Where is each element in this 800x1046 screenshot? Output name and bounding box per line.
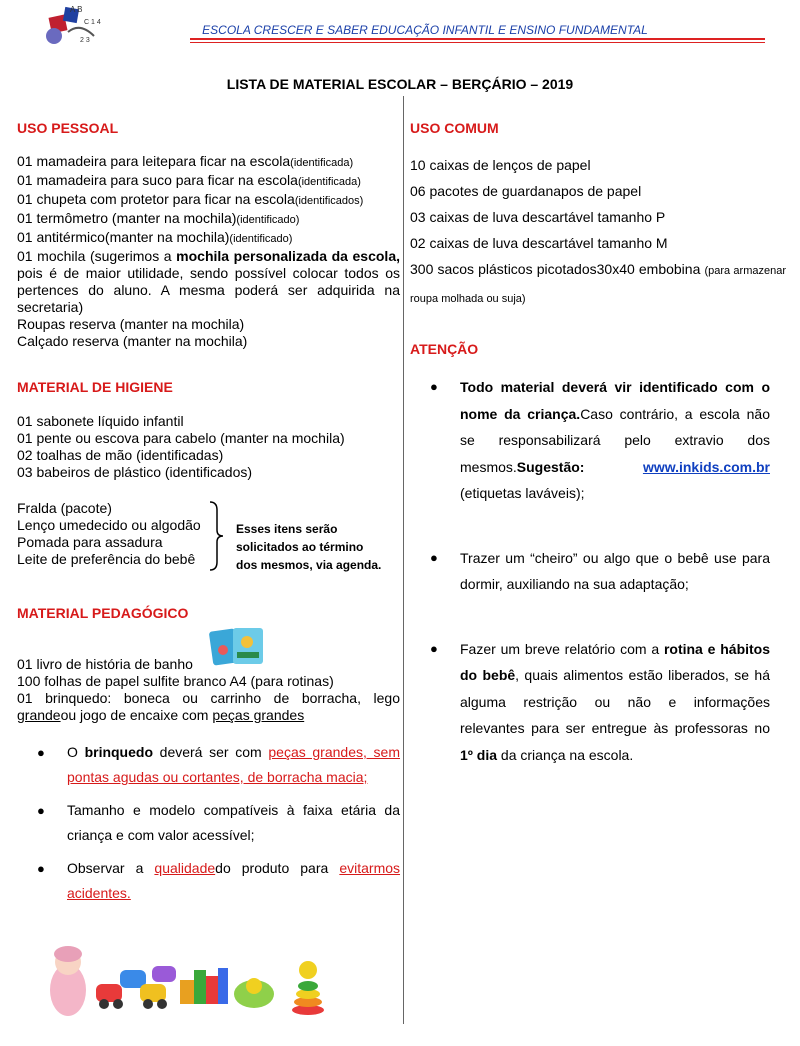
list-item: 10 caixas de lenços de papel	[410, 157, 591, 173]
list-item: 02 caixas de luva descartável tamanho M	[410, 235, 668, 251]
list-item: Calçado reserva (manter na mochila)	[17, 333, 248, 349]
list-item: 01 chupeta com protetor para ficar na escola(identificados)	[17, 191, 364, 207]
list-item: 01 termômetro (manter na mochila)(identificado)	[17, 210, 300, 226]
list-item: 01 mamadeira para leitepara ficar na escola(identificada)	[17, 153, 354, 169]
header-rule	[190, 38, 765, 40]
bullet-icon: ●	[430, 549, 438, 565]
bullet-icon: ●	[37, 745, 45, 760]
bracket-note	[236, 520, 381, 574]
school-name: ESCOLA CRESCER E SABER EDUCAÇÃO INFANTIL E ENSINO FUNDAMENTAL	[202, 23, 648, 37]
list-item: 01 pente ou escova para cabelo (manter na mochila)	[17, 430, 345, 446]
bullet-icon: ●	[430, 640, 438, 656]
bullet-item: ● Trazer um “cheiro” ou algo que o bebê use para dormir, auxiliando na sua adaptação;	[430, 545, 770, 598]
brinquedo-item: 01 brinquedo: boneca ou carrinho de borracha, lego grandeou jogo de encaixe com peças grandes	[17, 690, 400, 723]
inkids-link[interactable]: www.inkids.com.br	[642, 458, 770, 475]
heading-atencao: ATENÇÃO	[410, 341, 479, 357]
list-item: Roupas reserva (manter na mochila)	[17, 316, 245, 332]
bullet-item: ● Fazer um breve relatório com a rotina e hábitos do bebê, quais alimentos estão liberados, se há alguma restrição ou não e informações relevantes para ser entregue às professoras no 1º dia da criança na escola.	[430, 636, 770, 769]
list-item: 01 sabonete líquido infantil	[17, 413, 184, 429]
uso-comum-list	[410, 152, 786, 312]
uso-pessoal-list	[17, 153, 400, 350]
list-item: 03 babeiros de plástico (identificados)	[17, 464, 253, 480]
list-item: Fralda (pacote)	[17, 500, 112, 516]
header-rule-thin	[190, 42, 765, 43]
curly-brace-icon	[207, 500, 225, 572]
svg-text:2 3: 2 3	[80, 37, 90, 44]
bullet-item: ● O brinquedo deverá ser com peças grandes, sem pontas agudas ou cortantes, de borracha macia;	[37, 740, 400, 790]
alphabet-blocks-logo-icon	[40, 2, 112, 46]
list-item: 100 folhas de papel sulfite branco A4 (para rotinas)	[17, 673, 334, 689]
list-item-tail: (etiquetas laváveis);	[460, 485, 585, 501]
list-item: Lenço umedecido ou algodão	[17, 517, 201, 533]
list-item: Leite de preferência do bebê	[17, 551, 196, 567]
note-line: dos mesmos, via agenda.	[236, 558, 382, 572]
svg-text:C 1 4: C 1 4	[84, 19, 101, 26]
mochila-item: 01 mochila (sugerimos a mochila personalizada da escola, pois é de maior utilidade, sendo possível colocar todos os pertences do aluno. A mesma poderá ser adquirida na secretaria)	[17, 248, 400, 315]
school-logo	[40, 2, 112, 46]
list-item: 01 antitérmico(manter na mochila)(identificado)	[17, 229, 293, 245]
bullet-item: ● Observar a qualidadedo produto para evitarmos acidentes.	[37, 856, 400, 906]
bullet-icon: ●	[37, 803, 45, 818]
list-item: 03 caixas de luva descartável tamanho P	[410, 209, 666, 225]
toys-illustration	[40, 940, 330, 1020]
bullet-icon: ●	[430, 379, 438, 394]
pedagogico-bullets	[37, 740, 400, 906]
heading-higiene: MATERIAL DE HIGIENE	[17, 379, 173, 395]
note-line: solicitados ao término	[236, 540, 364, 554]
list-item: 02 toalhas de mão (identificadas)	[17, 447, 224, 463]
toys-icon	[40, 940, 330, 1020]
heading-pedagogico: MATERIAL PEDAGÓGICO	[17, 605, 189, 621]
list-item: 01 livro de história de banho	[17, 656, 193, 672]
svg-text:A B: A B	[70, 5, 83, 14]
list-item: 06 pacotes de guardanapos de papel	[410, 183, 642, 199]
heading-uso-pessoal: USO PESSOAL	[17, 120, 119, 136]
heading-uso-comum: USO COMUM	[410, 120, 499, 136]
bullet-item: ● Tamanho e modelo compatíveis à faixa etária da criança e com valor acessível;	[37, 798, 400, 848]
list-item: Pomada para assadura	[17, 534, 163, 550]
bullet-item: ● Todo material deverá vir identificado com o nome da criança.Caso contrário, a escola não se responsabilizará pelo extravio dos mesmos.Sugestão: www.inkids.com.br (etiquetas laváveis);	[430, 374, 770, 507]
bracket-items	[17, 500, 201, 568]
bullet-icon: ●	[37, 861, 45, 876]
list-item: 01 mamadeira para suco para ficar na escola(identificada)	[17, 172, 361, 188]
document-title: LISTA DE MATERIAL ESCOLAR – BERÇÁRIO – 2019	[226, 76, 574, 92]
atencao-list	[430, 374, 770, 768]
higiene-list	[17, 413, 345, 481]
column-divider	[403, 96, 404, 1024]
list-item: 300 sacos plásticos picotados30x40 embobina (para armazenar roupa molhada ou suja)	[410, 261, 786, 305]
pedagogico-list	[17, 656, 400, 724]
note-line: Esses itens serão	[236, 522, 338, 536]
